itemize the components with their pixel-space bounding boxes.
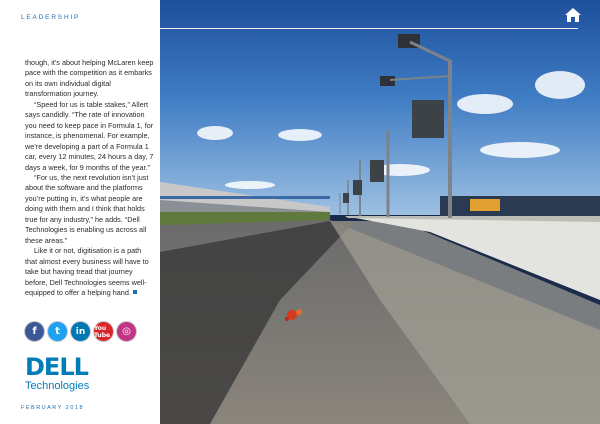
paragraph-last [25, 246, 155, 298]
linkedin-icon[interactable]: in [71, 322, 90, 341]
home-icon[interactable] [565, 8, 581, 22]
paragraph: “Speed for us is table stakes,” Allert says candidly. “The rate of innovation you need to keep pace in Formula 1, for instance, is phenomenal. For example, we’re developing a part of a Formula 1 car, every 12 minutes, 24 hours a day, 7 days a week, for 9 months of the year.” [25, 99, 154, 172]
instagram-icon[interactable]: ◎ [117, 322, 136, 341]
social-links [25, 322, 136, 341]
section-label: LEADERSHIP [21, 14, 81, 21]
header-rule [160, 28, 578, 29]
text-column [0, 0, 160, 424]
article-body [25, 58, 155, 298]
logo-subtitle: Technologies [25, 380, 90, 392]
paragraph: “For us, the next revolution isn’t just about the software and the platforms you’re putting in, it’s what people are doing with them and I think that holds true for any industry,” he adds. “Dell Technologies is enabling us across all these areas.” [25, 172, 149, 245]
end-mark-icon [133, 290, 137, 294]
paragraph: though, it’s about helping McLaren keep pace with the competition as it embarks on its own individual digital transformation journey. [25, 58, 154, 99]
youtube-icon[interactable]: You Tube [94, 322, 113, 341]
logo-wordmark: DELL [25, 353, 88, 381]
twitter-icon[interactable]: t [48, 322, 67, 341]
issue-date: FEBRUARY 2018 [21, 405, 85, 411]
paragraph-text: Like it or not, digitisation is a path that almost every business will have to take but having tread that journey before, Dell Technologies seems well-equipped to offer a helping hand. [25, 246, 149, 297]
dell-technologies-logo [25, 353, 90, 393]
facebook-icon[interactable]: f [25, 322, 44, 341]
